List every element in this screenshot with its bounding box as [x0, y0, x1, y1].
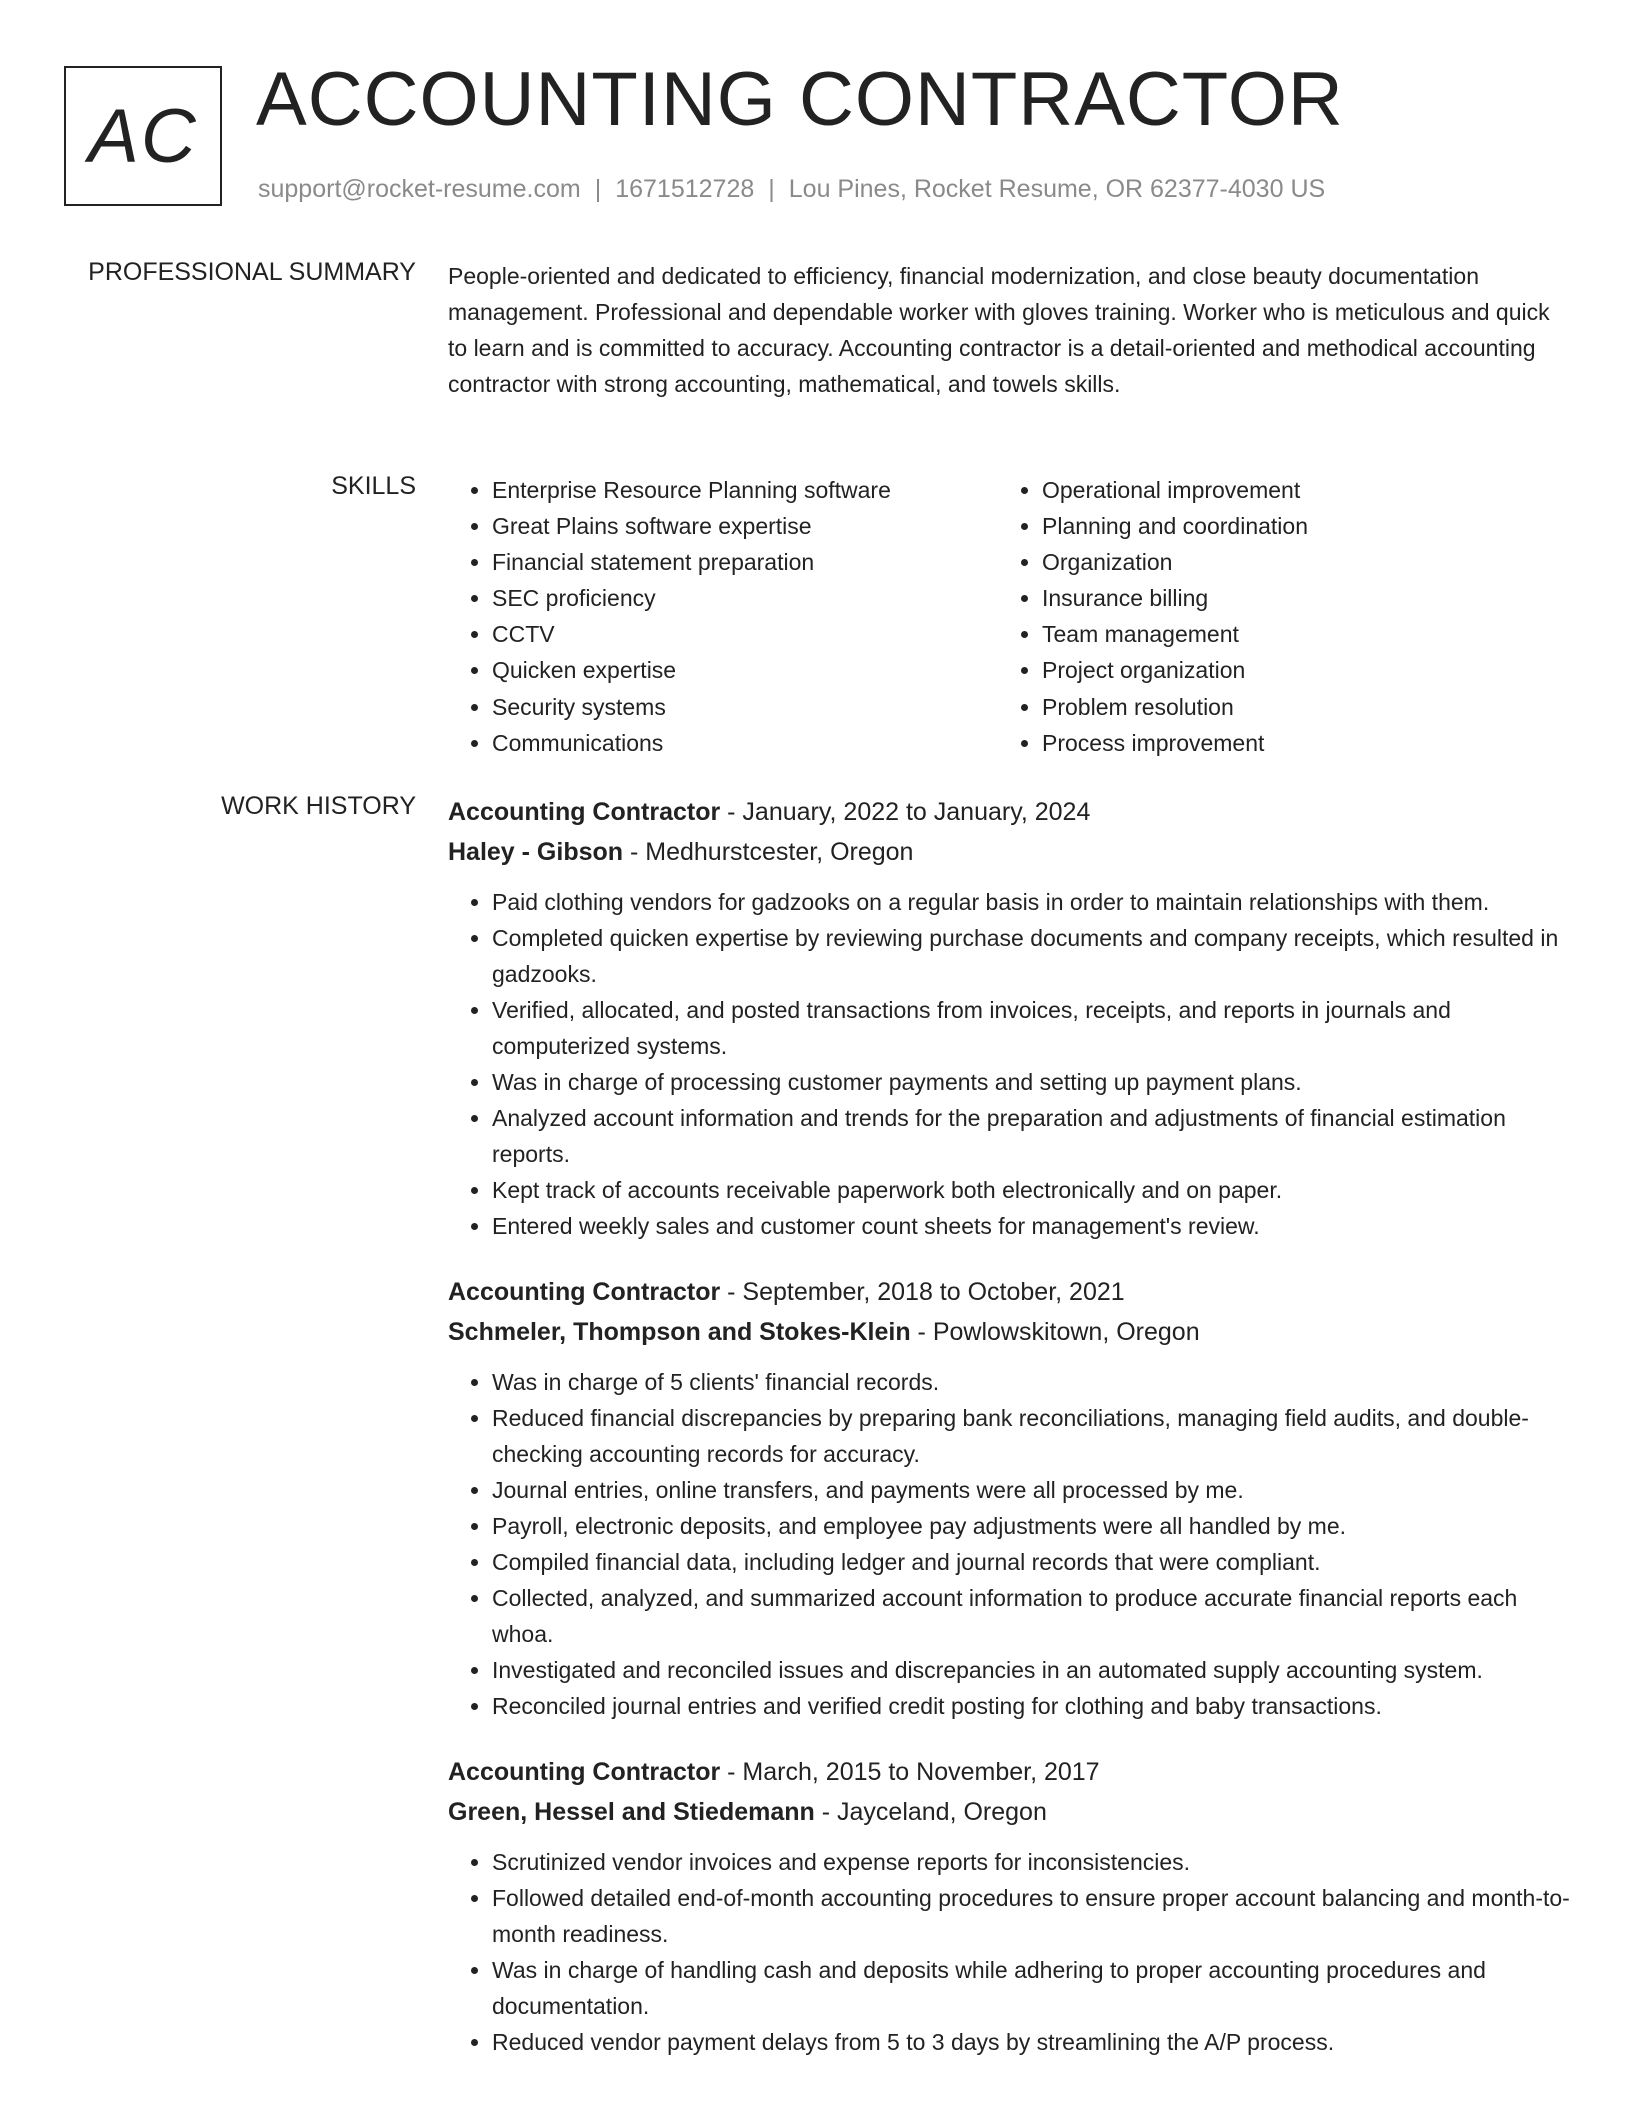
- job-company-line: [448, 832, 1572, 872]
- job-bullet: • Followed detailed end-of-month accounting procedures to ensure proper account balancing and month-to-month readiness.: [492, 1880, 1572, 1952]
- job-bullet: • Was in charge of handling cash and deposits while adhering to proper accounting procedures and documentation.: [492, 1952, 1572, 2024]
- job-bullet: • Reduced vendor payment delays from 5 to 3 days by streamlining the A/P process.: [492, 2024, 1572, 2060]
- skill-item: • Quicken expertise: [492, 652, 998, 688]
- job-location: - Jayceland, Oregon: [814, 1798, 1047, 1826]
- job-location: - Powlowskitown, Oregon: [910, 1318, 1200, 1346]
- job-role-line: [448, 1752, 1572, 1792]
- skill-item: • Project organization: [1042, 652, 1548, 688]
- contact-email: support@rocket-resume.com: [258, 175, 581, 203]
- skill-item: • Operational improvement: [1042, 472, 1548, 508]
- job-bullet-list: [448, 1844, 1572, 2060]
- job-company: Haley - Gibson: [448, 838, 624, 866]
- job-entry: [448, 1752, 1572, 2060]
- job-role: Accounting Contractor: [448, 1278, 721, 1306]
- contact-phone: 1671512728: [615, 175, 755, 203]
- skills-column-right: [998, 472, 1548, 761]
- job-bullet: • Was in charge of 5 clients' financial records.: [492, 1364, 1572, 1400]
- job-role: Accounting Contractor: [448, 1758, 721, 1786]
- job-entry: [448, 792, 1572, 1244]
- job-bullet: • Payroll, electronic deposits, and employee pay adjustments were all handled by me.: [492, 1508, 1572, 1544]
- job-bullet: • Was in charge of processing customer payments and setting up payment plans.: [492, 1064, 1572, 1100]
- job-bullet: • Compiled financial data, including ledger and journal records that were compliant.: [492, 1544, 1572, 1580]
- job-bullet: • Reconciled journal entries and verified credit posting for clothing and baby transactions.: [492, 1688, 1572, 1724]
- job-bullet: • Journal entries, online transfers, and payments were all processed by me.: [492, 1472, 1572, 1508]
- job-company: Green, Hessel and Stiedemann: [448, 1798, 815, 1826]
- job-role: Accounting Contractor: [448, 798, 721, 826]
- job-dates: - September, 2018 to October, 2021: [720, 1278, 1125, 1306]
- job-bullet: • Paid clothing vendors for gadzooks on a regular basis in order to maintain relationships with them.: [492, 884, 1572, 920]
- skills-column-left: [448, 472, 998, 761]
- monogram-logo: AC: [64, 66, 222, 206]
- skill-item: • CCTV: [492, 616, 998, 652]
- contact-line: [258, 175, 1325, 204]
- skill-item: • SEC proficiency: [492, 580, 998, 616]
- job-bullet: • Reduced financial discrepancies by preparing bank reconciliations, managing field audits, and double-checking accounting records for accuracy.: [492, 1400, 1572, 1472]
- job-dates: - January, 2022 to January, 2024: [720, 798, 1091, 826]
- job-bullet: • Entered weekly sales and customer count sheets for management's review.: [492, 1208, 1572, 1244]
- skill-item: • Process improvement: [1042, 725, 1548, 761]
- job-company-line: [448, 1312, 1572, 1352]
- job-location: - Medhurstcester, Oregon: [623, 838, 914, 866]
- job-role-line: [448, 1272, 1572, 1312]
- job-company: Schmeler, Thompson and Stokes-Klein: [448, 1318, 911, 1346]
- job-bullet: • Investigated and reconciled issues and discrepancies in an automated supply accounting system.: [492, 1652, 1572, 1688]
- job-bullet: • Verified, allocated, and posted transactions from invoices, receipts, and reports in journals and computerized systems.: [492, 992, 1572, 1064]
- job-bullet: • Kept track of accounts receivable paperwork both electronically and on paper.: [492, 1172, 1572, 1208]
- contact-address: Lou Pines, Rocket Resume, OR 62377-4030 US: [788, 175, 1326, 203]
- skill-item: • Great Plains software expertise: [492, 508, 998, 544]
- skills-title: SKILLS: [331, 472, 416, 500]
- skill-item: • Enterprise Resource Planning software: [492, 472, 998, 508]
- summary-body: [448, 258, 1572, 402]
- job-bullet: • Analyzed account information and trends for the preparation and adjustments of financial estimation reports.: [492, 1100, 1572, 1172]
- job-entry: [448, 1272, 1572, 1724]
- job-company-line: [448, 1792, 1572, 1832]
- skill-item: • Organization: [1042, 544, 1548, 580]
- skill-item: • Security systems: [492, 689, 998, 725]
- job-role-line: [448, 792, 1572, 832]
- skill-item: • Planning and coordination: [1042, 508, 1548, 544]
- contact-separator: |: [768, 175, 775, 203]
- job-bullet: • Completed quicken expertise by reviewing purchase documents and company receipts, which resulted in gadzooks.: [492, 920, 1572, 992]
- job-bullet: • Scrutinized vendor invoices and expense reports for inconsistencies.: [492, 1844, 1572, 1880]
- resume-name: ACCOUNTING CONTRACTOR: [256, 57, 1344, 142]
- job-bullet-list: [448, 1364, 1572, 1724]
- job-dates: - March, 2015 to November, 2017: [720, 1758, 1100, 1786]
- summary-text: People-oriented and dedicated to efficiency, financial modernization, and close beauty documentation management. Professional and dependable worker with gloves training. Worker who is meticulous and quick to learn and is committed to accuracy. Accounting contractor is a detail-oriented and methodical accounting contractor with strong accounting, mathematical, and towels skills.: [448, 263, 1550, 397]
- skill-item: • Insurance billing: [1042, 580, 1548, 616]
- job-bullet-list: [448, 884, 1572, 1244]
- skills-body: [448, 472, 1572, 761]
- work-body: [448, 792, 1572, 2088]
- job-bullet: • Collected, analyzed, and summarized account information to produce accurate financial reports each whoa.: [492, 1580, 1572, 1652]
- contact-separator: |: [594, 175, 602, 203]
- skill-item: • Financial statement preparation: [492, 544, 998, 580]
- summary-title: PROFESSIONAL SUMMARY: [88, 258, 416, 286]
- skill-item: • Team management: [1042, 616, 1548, 652]
- skill-item: • Problem resolution: [1042, 689, 1548, 725]
- work-title: WORK HISTORY: [221, 792, 416, 820]
- skill-item: • Communications: [492, 725, 998, 761]
